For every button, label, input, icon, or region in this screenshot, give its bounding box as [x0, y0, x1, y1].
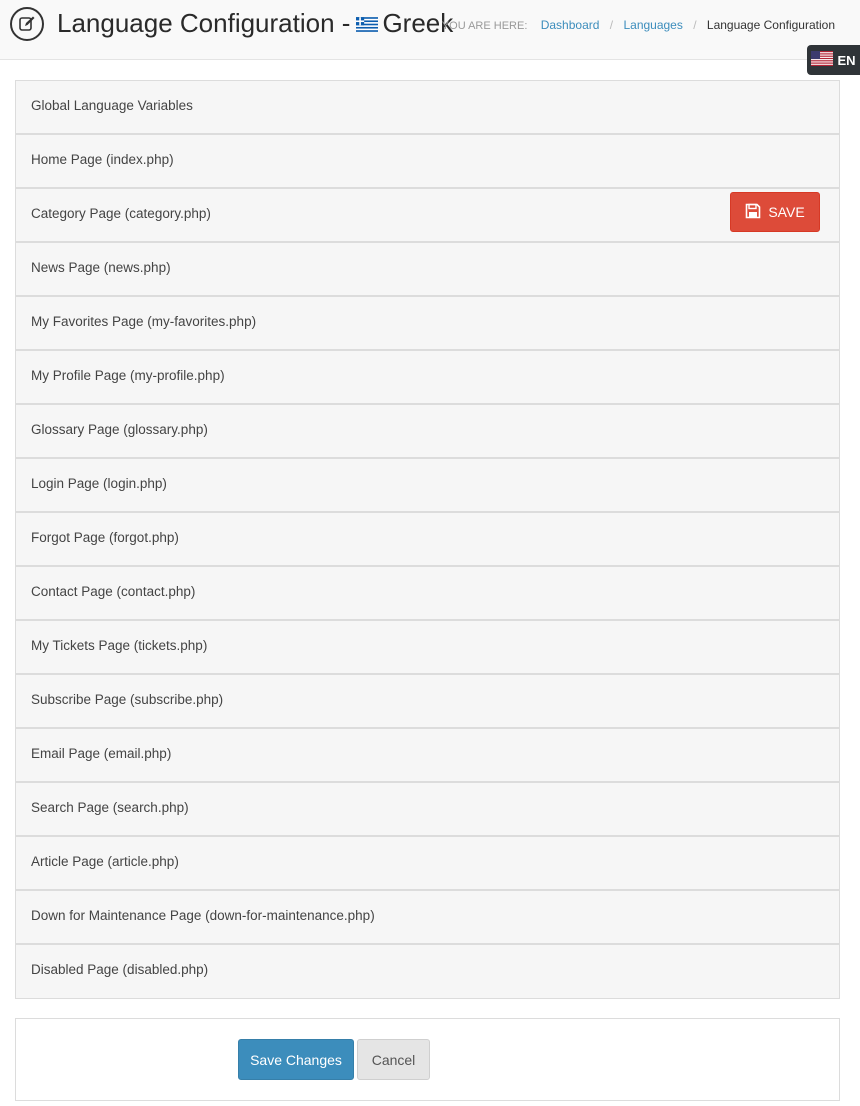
section-label: Home Page (index.php) [31, 152, 174, 167]
section-maintenance-page[interactable] [16, 891, 839, 945]
section-my-profile-page[interactable] [16, 351, 839, 405]
breadcrumb [442, 18, 835, 32]
page-header [0, 0, 860, 60]
breadcrumb-languages-link[interactable]: Languages [623, 18, 683, 32]
breadcrumb-prefix: YOU ARE HERE: [441, 20, 528, 32]
section-label: My Profile Page (my-profile.php) [31, 368, 225, 383]
section-forgot-page[interactable] [16, 513, 839, 567]
us-flag-icon [811, 51, 833, 69]
section-home-page[interactable] [16, 135, 839, 189]
breadcrumb-separator: / [609, 18, 614, 32]
section-disabled-page[interactable] [16, 945, 839, 998]
breadcrumb-separator: / [693, 18, 697, 32]
language-sections-accordion [15, 80, 840, 999]
save-changes-button[interactable]: Save Changes [238, 1039, 354, 1080]
section-subscribe-page[interactable] [16, 675, 839, 729]
section-category-page[interactable] [16, 189, 839, 243]
section-contact-page[interactable] [16, 567, 839, 621]
floppy-disk-icon [745, 203, 761, 222]
section-label: Contact Page (contact.php) [31, 584, 196, 599]
page-title-text: Language Configuration - [57, 8, 351, 38]
language-switcher[interactable] [807, 45, 860, 75]
edit-icon [10, 7, 44, 41]
section-news-page[interactable] [16, 243, 839, 297]
section-label: Disabled Page (disabled.php) [31, 962, 209, 977]
section-label: Global Language Variables [31, 98, 193, 113]
section-search-page[interactable] [16, 783, 839, 837]
cancel-button[interactable]: Cancel [357, 1039, 430, 1080]
section-label: My Tickets Page (tickets.php) [31, 638, 208, 653]
section-label: My Favorites Page (my-favorites.php) [31, 314, 257, 329]
section-my-favorites-page[interactable] [16, 297, 839, 351]
section-label: Email Page (email.php) [31, 746, 172, 761]
language-switcher-label: EN [837, 52, 856, 68]
section-my-tickets-page[interactable] [16, 621, 839, 675]
section-login-page[interactable] [16, 459, 839, 513]
section-label: Glossary Page (glossary.php) [31, 422, 208, 437]
form-actions [15, 1018, 840, 1101]
section-label: Category Page (category.php) [31, 206, 211, 221]
section-label: Login Page (login.php) [31, 476, 167, 491]
section-article-page[interactable] [16, 837, 839, 891]
floating-save-label: SAVE [768, 204, 805, 220]
section-global-variables[interactable] [16, 81, 839, 135]
section-glossary-page[interactable] [16, 405, 839, 459]
breadcrumb-current: Language Configuration [706, 18, 835, 32]
breadcrumb-dashboard-link[interactable]: Dashboard [540, 18, 600, 32]
section-label: Subscribe Page (subscribe.php) [31, 692, 224, 707]
page-title [57, 8, 453, 39]
greek-flag-icon [356, 8, 378, 39]
section-label: News Page (news.php) [31, 260, 171, 275]
section-label: Forgot Page (forgot.php) [31, 530, 179, 545]
section-label: Down for Maintenance Page (down-for-maintenance.php) [31, 908, 375, 923]
section-label: Search Page (search.php) [31, 800, 189, 815]
language-name: Greek [382, 8, 454, 38]
floating-save-button[interactable] [730, 192, 820, 232]
section-email-page[interactable] [16, 729, 839, 783]
section-label: Article Page (article.php) [31, 854, 179, 869]
